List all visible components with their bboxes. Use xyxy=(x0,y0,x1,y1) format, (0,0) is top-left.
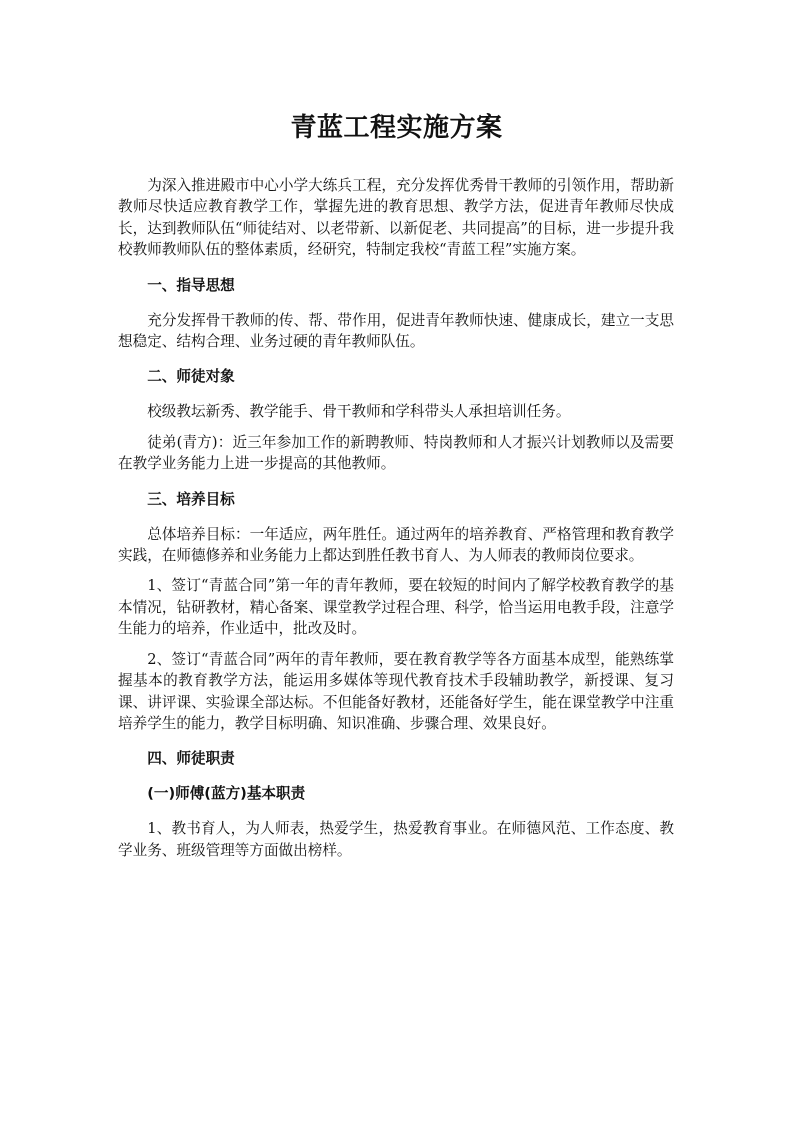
training-goals-paragraph-2: 1、签订“青蓝合同”第一年的青年教师，要在较短的时间内了解学校教育教学的基本情况，钻研教材，精心备案、课堂教学过程合理、科学，恰当运用电教手段，注意学生能力的培养，作业适中，批改及时。 xyxy=(118,577,674,638)
section-heading-guiding-ideology: 一、指导思想 xyxy=(147,276,235,294)
section-heading-mentor-targets: 二、师徒对象 xyxy=(147,368,235,386)
mentor-targets-paragraph-1: 校级教坛新秀、教学能手、骨干教师和学科带头人承担培训任务。 xyxy=(147,403,571,421)
training-goals-paragraph-1: 总体培养目标：一年适应，两年胜任。通过两年的培养教育、严格管理和教育教学实践，在师德修养和业务能力上都达到胜任教书育人、为人师表的教师岗位要求。 xyxy=(118,525,674,565)
section-heading-training-goals: 三、培养目标 xyxy=(147,490,235,508)
document-body xyxy=(118,175,674,870)
subsection-heading-mentor-duties: (一)师傅(蓝方)基本职责 xyxy=(147,785,306,803)
mentor-duties-paragraph-1: 1、教书育人，为人师表，热爱学生，热爱教育事业。在师德风范、工作态度、教学业务、班级管理等方面做出榜样。 xyxy=(118,820,674,859)
training-goals-paragraph-3: 2、签订“青蓝合同”两年的青年教师，要在教育教学等各方面基本成型，能熟练掌握基本的教育教学方法，能运用多媒体等现代教育技术手段辅助教学，新授课、复习课、讲评课、实验课全部达标。不但能备好教材，还能备好学生，能在课堂教学中注重培养学生的能力，教学目标明确、知识准确、步骤合理、效果良好。 xyxy=(118,650,674,732)
guiding-ideology-paragraph: 充分发挥骨干教师的传、帮、带作用，促进青年教师快速、健康成长，建立一支思想稳定、结构合理、业务过硬的青年教师队伍。 xyxy=(118,311,674,351)
section-heading-duties: 四、师徒职责 xyxy=(147,750,235,768)
intro-paragraph: 为深入推进殿市中心小学大练兵工程，充分发挥优秀骨干教师的引领作用，帮助新教师尽快适应教育教学工作，掌握先进的教育思想、教学方法，促进青年教师尽快成长，达到教师队伍“师徒结对、以老带新、以新促老、共同提高”的目标，进一步提升我校教师教师队伍的整体素质，经研究，特制定我校“青蓝工程”实施方案。 xyxy=(118,177,674,259)
mentor-targets-paragraph-2: 徒弟(青方)：近三年参加工作的新聘教师、特岗教师和人才振兴计划教师以及需要在教学业务能力上进一步提高的其他教师。 xyxy=(118,433,674,473)
document-title: 青蓝工程实施方案 xyxy=(290,113,503,143)
